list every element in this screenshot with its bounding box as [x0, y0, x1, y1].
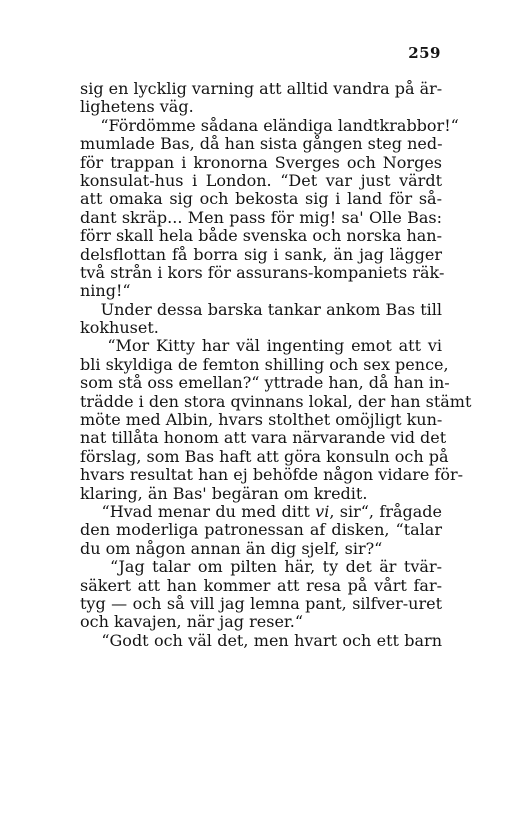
text-line: lighetens väg. [80, 97, 194, 117]
text-line: bli skyldiga de femton shilling och sex pence, [80, 354, 449, 374]
text-line: hvars resultat han ej behöfde någon vidare för- [80, 465, 464, 485]
text-line: delsflottan få borra sig i sank, än jag lägger [80, 244, 442, 264]
text-line: att omaka sig och bekosta sig i land för så- [80, 189, 442, 209]
text-line: ning!“ [80, 281, 131, 301]
text-line: “Godt och väl det, men hvart och ett barn [80, 630, 442, 650]
text-line: trädde i den stora qvinnans lokal, der han stämt [80, 391, 472, 411]
body-text [80, 79, 472, 650]
text-line: den moderliga patronessan af disken, “talar [80, 520, 442, 540]
text-line: “Jag talar om pilten här, ty det är tvär- [80, 557, 442, 577]
text-line: du om någon annan än dig sjelf, sir?“ [80, 538, 383, 558]
text-line: kokhuset. [80, 318, 159, 338]
text-line: förslag, som Bas haft att göra konsuln och på [80, 446, 449, 466]
text-line: och kavajen, när jag reser.“ [80, 612, 304, 632]
text-line: “Hvad menar du med ditt vi, sir“, frågade [80, 501, 442, 521]
text-line: möte med Albin, hvars stolthet omöjligt kun- [80, 410, 443, 430]
text-line: dant skräp... Men pass för mig! sa' Olle Bas: [80, 207, 442, 227]
text-line: förr skall hela både svenska och norska han- [80, 226, 443, 246]
text-line: “Fördömme sådana eländiga landtkrabbor!“ [80, 115, 459, 135]
page-number: 259 [408, 44, 441, 62]
text-line: två strån i kors för assurans-kompaniets räk- [80, 262, 445, 282]
text-line: säkert att han kommer att resa på vårt far- [80, 575, 442, 595]
text-line: mumlade Bas, då han sista gången steg ned- [80, 134, 443, 154]
text-line: nat tillåta honom att vara närvarande vid det [80, 428, 447, 448]
text-line: tyg — och så vill jag lemna pant, silfver-uret [80, 593, 442, 613]
text-line: klaring, än Bas' begäran om kredit. [80, 483, 368, 503]
text-line: som stå oss emellan?“ yttrade han, då han in- [80, 373, 450, 393]
text-line: konsulat-hus i London. “Det var just värdt [80, 170, 442, 190]
text-line: “Mor Kitty har väl ingenting emot att vi [80, 336, 442, 356]
text-line: Under dessa barska tankar ankom Bas till [80, 299, 442, 319]
text-line: för trappan i kronorna Sverges och Norges [80, 152, 442, 172]
text-line: sig en lycklig varning att alltid vandra på är- [80, 79, 443, 98]
